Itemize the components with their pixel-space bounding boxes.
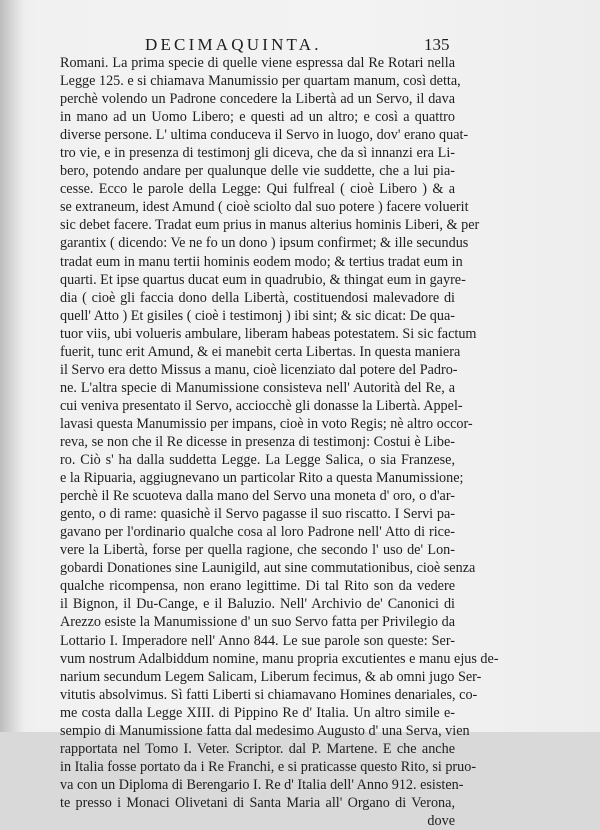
text-line: ne. L'altra specie di Manumissione consisteva nell' Autorità del Re, a [60, 379, 455, 396]
text-line: fuerit, tunc erit Amund, & ei manebit certa Libertas. In questa maniera [60, 343, 461, 360]
page-number: 135 [424, 35, 450, 54]
text-line: il Bignon, il Du-Cange, e il Baluzio. Nell' Archivio de' Canonici di [60, 596, 455, 613]
text-line: te presso i Monaci Olivetani di Santa Maria all' Organo di Verona, [60, 794, 455, 811]
text-line: va con un Diploma di Berengario I. Re d' Italia dell' Anno 912. esisten- [60, 776, 464, 793]
text-line: perchè il Re scuoteva dalla mano del Servo una moneta d' oro, o d'ar- [60, 488, 455, 505]
text-line: perchè volendo un Padrone concedere la Libertà ad un Servo, il dava [60, 91, 455, 108]
text-line: gento, o di rame: quasichè il Servo pagasse il suo riscatto. I Servi pa- [60, 506, 455, 523]
text-line: sic debet facere. Tradat eum prius in manus alterius hominis Liberi, & per [60, 217, 480, 234]
text-line: Arezzo esiste la Manumissione d' un suo Servo fatta per Privilegio da [60, 614, 455, 631]
text-line: lavasi questa Manumissio per impans, cioè in voto Regis; nè altro occor- [60, 415, 473, 432]
text-line: diverse persone. L' ultima conduceva il Servo in luogo, dov' erano quat- [60, 127, 469, 144]
text-line: e la Ripuaria, aggiugnevano un particolar Rito a questa Manumissione; [60, 470, 464, 487]
page-gutter-shadow [0, 0, 24, 732]
text-line: tro vie, e in presenza di testimonj gli diceva, che da sì innanzi era Li- [60, 145, 455, 162]
text-line: narium secundum Legem Salicam, Liberum fecimus, & ab omni jugo Ser- [60, 668, 482, 685]
text-line: vere la Libertà, forse per quella ragione, che secondo l' uso de' Lon- [60, 542, 455, 559]
running-head: DECIMAQUINTA. [145, 35, 322, 54]
text-line: vum nostrum Adalbiddum nomine, manu propria excutientes e manu ejus de- [60, 650, 499, 667]
text-line: ro. Ciò s' ha dalla suddetta Legge. La Legge Salica, o sia Franzese, [60, 452, 455, 469]
text-line: Legge 125. e si chiamava Manumissio per quartam manum, così detta, [60, 73, 461, 90]
text-line: sempio di Manumissione fatta dal medesimo Augusto d' una Serva, vien [60, 722, 470, 739]
text-line: cesse. Ecco le parole della Legge: Qui fulfreal ( cioè Libero ) & a [60, 181, 455, 198]
text-line: Romani. La prima specie di quelle viene espressa dal Re Rotari nella [60, 55, 455, 71]
text-line: il Servo era detto Missus a manu, cioè licenziato dal potere del Padro- [60, 361, 458, 378]
text-line: tuor viis, ubi volueris ambulare, liberam habeas potestatem. Si sic factum [60, 325, 477, 342]
text-line: garantix ( dicendo: Ve ne fo un dono ) ipsum confirmet; & ille secundus [60, 235, 469, 252]
text-line: reva, se non che il Re dicesse in presenza di testimonj: Costui è Libe- [60, 433, 455, 450]
text-line: qualche ricompensa, non erano legittime. Di tal Rito son da vedere [60, 578, 455, 595]
text-line: Lottario I. Imperadore nell' Anno 844. Le sue parole son queste: Ser- [60, 632, 455, 649]
text-line: quell' Atto ) Et gisiles ( cioè i testimonj ) ibi sint; & sic dicat: De qua- [60, 307, 456, 324]
text-line: quarti. Et ipse quartus ducat eum in quadrubio, & thingat eum in gayre- [60, 271, 466, 288]
text-line: rapportata nel Tomo I. Veter. Scriptor. dal P. Martene. E che anche [60, 740, 455, 757]
text-line: me costa dalla Legge XIII. di Pippino Re d' Italia. Un altro simile e- [60, 704, 455, 721]
catchword: dove [427, 812, 455, 829]
text-line: cui veniva presentato il Servo, acciocchè gli donasse la Libertà. Appel- [60, 397, 463, 414]
body-text [60, 54, 499, 830]
text-line: gavano per l'ordinario qualche cosa al loro Padrone nell' Atto di rice- [60, 524, 455, 541]
text-line: se extraneum, idest Amund ( cioè sciolto dal suo potere ) facere voluerit [60, 199, 469, 216]
text-line: tradat eum in manu tertii hominis eodem modo; & tertius tradat eum in [60, 253, 463, 270]
text-line: bero, potendo andare per qualunque delle vie suddette, che a lui pia- [60, 163, 455, 180]
text-line: in mano ad un Uomo Libero; e questi ad un altro; e così a quattro [60, 109, 455, 126]
text-line: gobardi Donationes sine Launigild, aut sine commutationibus, cioè senza [60, 560, 476, 577]
text-line: dia ( cioè gli faccia dono della Libertà, costituendosi malevadore di [60, 289, 455, 306]
text-line: in Italia fosse portato da i Re Franchi, e si praticasse questo Rito, si pruo- [60, 758, 477, 775]
text-line: vitutis absolvimus. Sì fatti Liberti si chiamavano Homines denariales, co- [60, 686, 478, 703]
